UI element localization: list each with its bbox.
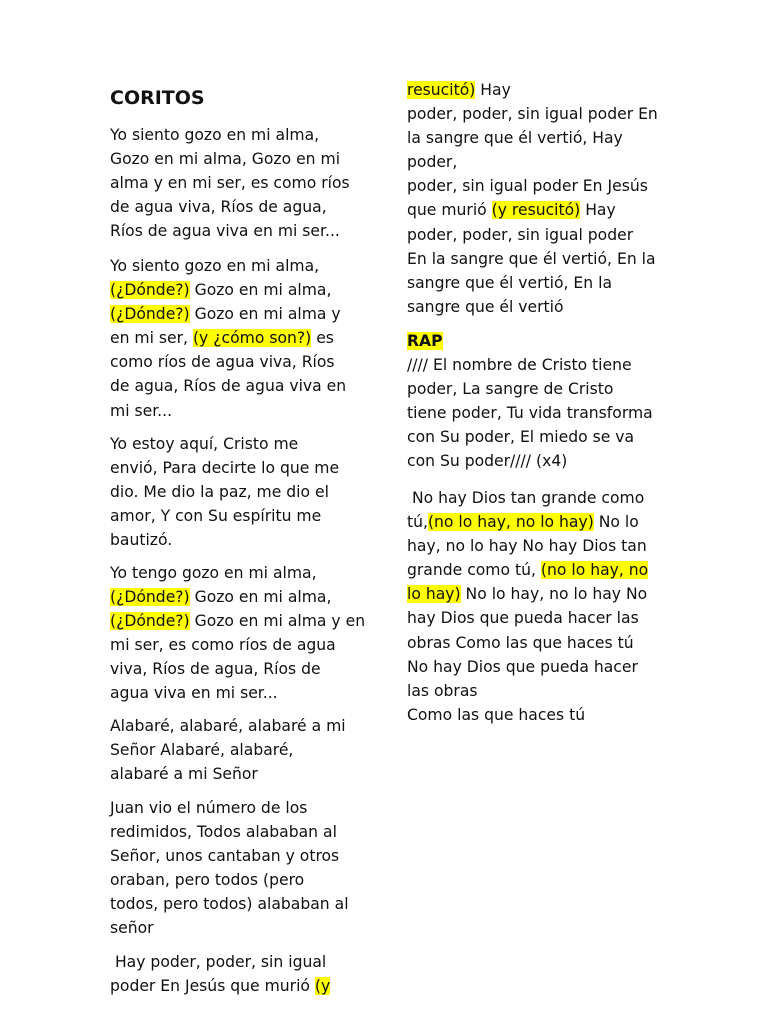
verse-line: agua viva en mi ser... [110, 684, 278, 703]
verse-text: No lo hay, no lo hay No [460, 585, 648, 604]
verse-line: oraban, pero todos (pero [110, 871, 305, 890]
verse-line: poder, La sangre de Cristo [407, 380, 614, 399]
verse-text: Gozo en mi alma, [189, 588, 332, 607]
verse-line: como ríos de agua viva, Ríos [110, 353, 335, 372]
verse-line: Señor Alabaré, alabaré, [110, 741, 294, 760]
verse-line: obras Como las que haces tú [407, 633, 634, 652]
highlighted-text: (y [314, 977, 331, 996]
verse-3 [110, 432, 352, 552]
highlighted-text: resucitó) [407, 81, 476, 99]
verse-line: Gozo en mi alma, Gozo en mi [110, 150, 341, 169]
verse-line: Hay poder, poder, sin igual [110, 953, 327, 971]
verse-line: hay Dios que pueda hacer las [407, 609, 639, 628]
verse-line: con Su poder//// (x4) [407, 452, 568, 471]
verse-line: amor, Y con Su espíritu me [110, 507, 322, 526]
verse-line: Yo estoy aquí, Cristo me [110, 435, 299, 453]
verse-line: poder, sin igual poder En Jesús [407, 177, 648, 196]
verse-1 [110, 123, 362, 243]
verse-4 [110, 561, 366, 706]
verse-line: No hay Dios tan grande como [407, 489, 645, 507]
verse-line: alma y en mi ser, es como ríos [110, 174, 350, 193]
verse-line: poder, poder, sin igual poder [407, 225, 634, 244]
verse-line: redimidos, Todos alababan al [110, 823, 337, 842]
verse-text: que murió [407, 201, 492, 220]
verse-line [110, 302, 362, 326]
verse-line: de agua, Ríos de agua viva en [110, 377, 347, 396]
verse-7-continued [407, 78, 659, 319]
highlighted-text: (¿Dónde?) [110, 612, 190, 631]
highlighted-text: (no lo hay, no lo hay) [427, 513, 594, 532]
highlighted-text: (no lo hay, no [540, 561, 649, 580]
verse-line: envió, Para decirte lo que me [110, 459, 340, 478]
verse-line [407, 558, 659, 582]
verse-line: de agua viva, Ríos de agua, [110, 198, 327, 217]
verse-line: Yo tengo gozo en mi alma, [110, 564, 317, 582]
verse-line: Ríos de agua viva en mi ser... [110, 222, 340, 241]
verse-line: bautizó. [110, 531, 173, 550]
verse-text: poder En Jesús que murió [110, 977, 315, 996]
verse-line: Como las que haces tú [407, 705, 586, 724]
verse-line: alabaré a mi Señor [110, 765, 258, 784]
verse-text: tú, [407, 513, 428, 532]
verse-line [110, 326, 362, 350]
verse-2 [110, 254, 362, 423]
highlighted-text: (¿Dónde?) [110, 588, 190, 607]
verse-line: No hay Dios que pueda hacer [407, 657, 638, 676]
verse-line: poder, [407, 153, 458, 172]
verse-line: dio. Me dio la paz, me dio el [110, 483, 329, 502]
verse-line: la sangre que él vertió, Hay [407, 129, 623, 148]
verse-line [407, 582, 659, 606]
verse-line [110, 585, 362, 609]
verse-line: sangre que él vertió [407, 297, 564, 316]
verse-line: mi ser, es como ríos de agua [110, 636, 336, 655]
verse-line: mi ser... [110, 401, 173, 420]
verse-line: Juan vio el número de los [110, 799, 308, 817]
verse-line: //// El nombre de Cristo tiene [407, 356, 632, 374]
verse-line: viva, Ríos de agua, Ríos de [110, 660, 321, 679]
verse-line [407, 510, 659, 534]
verse-line: hay, no lo hay No hay Dios tan [407, 537, 647, 556]
rap-heading [407, 329, 443, 353]
verse-line: En la sangre que él vertió, En la [407, 249, 656, 268]
verse-text: Gozo en mi alma y [189, 305, 341, 324]
verse-line [110, 974, 362, 998]
highlighted-text: (y resucitó) [491, 201, 581, 220]
highlighted-text: (y ¿cómo son?) [192, 329, 312, 348]
page-title: CORITOS [110, 87, 205, 109]
verse-line: tiene poder, Tu vida transforma [407, 404, 653, 423]
highlighted-text: (¿Dónde?) [110, 305, 190, 324]
verse-line: señor [110, 919, 154, 938]
verse-line: sangre que él vertió, En la [407, 273, 613, 292]
verse-line: poder, poder, sin igual poder En [407, 105, 658, 124]
highlighted-text: (¿Dónde?) [110, 281, 190, 300]
verse-8 [407, 486, 659, 727]
verse-text: es [311, 329, 334, 348]
verse-7 [110, 950, 362, 998]
verse-line [407, 198, 659, 222]
verse-text: Gozo en mi alma, [189, 281, 332, 300]
verse-text: Gozo en mi alma y en [189, 612, 366, 631]
verse-line: las obras [407, 681, 478, 700]
highlighted-text: lo hay) [407, 585, 461, 604]
verse-line: con Su poder, El miedo se va [407, 428, 635, 447]
verse-6 [110, 796, 362, 941]
rap-verse [407, 353, 659, 473]
verse-line [407, 78, 659, 102]
verse-line: Alabaré, alabaré, alabaré a mi [110, 717, 346, 735]
verse-text: Hay [580, 201, 616, 220]
verse-line: todos, pero todos) alababan al [110, 895, 349, 914]
verse-line [110, 278, 362, 302]
verse-line: Yo siento gozo en mi alma, [110, 126, 320, 144]
verse-line [110, 609, 366, 633]
verse-line: Señor, unos cantaban y otros [110, 847, 340, 866]
highlighted-text: RAP [407, 332, 443, 350]
verse-text: Hay [475, 81, 511, 99]
verse-text: No lo [593, 513, 639, 532]
verse-text: grande como tú, [407, 561, 541, 580]
verse-text: en mi ser, [110, 329, 193, 348]
verse-line: Yo siento gozo en mi alma, [110, 257, 320, 275]
verse-5 [110, 714, 362, 786]
